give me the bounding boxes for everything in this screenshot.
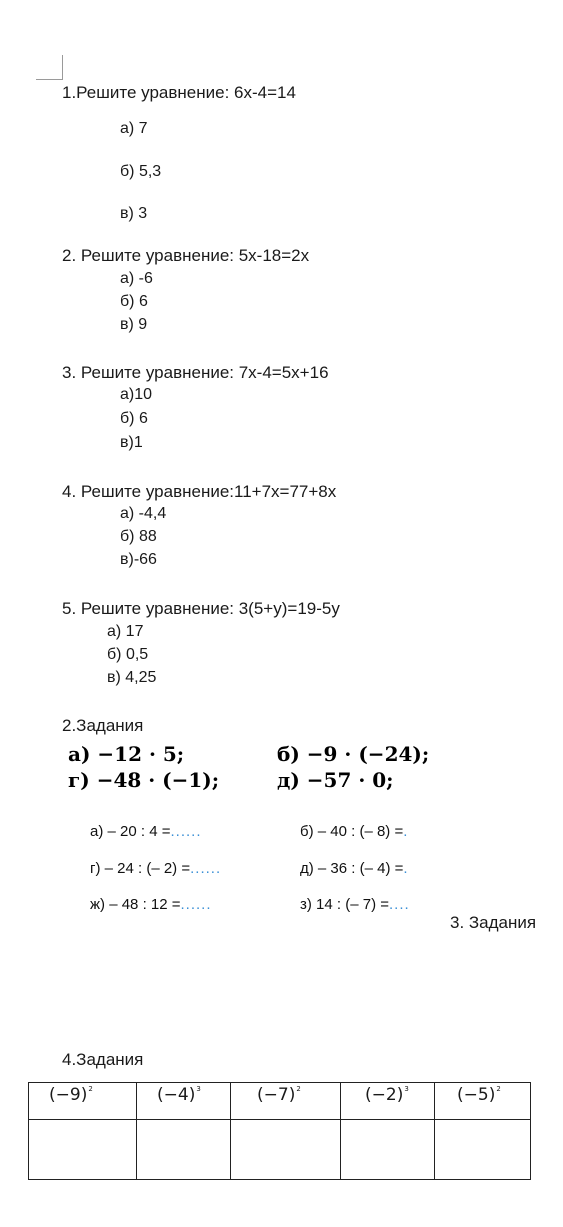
product-g [68,768,219,792]
product-d-expr: −57 · 0; [306,768,394,792]
division-zh [90,896,212,913]
division-g-answer-blank: ...... [190,860,222,877]
product-g-expr: −48 · (−1); [96,768,220,792]
power-cell-4 [341,1083,435,1120]
question-1-option-a: а) 7 [120,120,148,137]
question-3-option-b: б) 6 [120,410,148,427]
power-4-base: (−2) [365,1085,404,1105]
section-3-heading: 3. Задания [450,913,537,932]
question-1-text: 1.Решите уравнение: 6х-4=14 [62,83,296,102]
question-2-option-c: в) 9 [120,316,148,333]
product-b-expr: −9 · (−24); [306,742,430,766]
answer-cell-1[interactable] [29,1120,137,1180]
division-b [300,823,408,840]
answer-cell-2[interactable] [137,1120,231,1180]
power-cell-1 [29,1083,137,1120]
product-d-label: д) [277,768,300,792]
power-4-exponent: 3 [404,1085,409,1093]
question-4-text: 4. Решите уравнение:11+7х=77+8х [62,482,337,501]
division-z-expr: 14 : (– 7) = [316,896,390,913]
division-zh-answer-blank: ...... [180,896,212,913]
division-d-answer-blank: . [403,860,409,877]
question-1-option-c: в) 3 [120,205,148,222]
division-a [90,823,202,840]
product-a-label: а) [68,742,91,766]
page-corner-mark [36,55,63,80]
power-5-base: (−5) [457,1085,496,1105]
question-3-text: 3. Решите уравнение: 7х-4=5х+16 [62,363,329,382]
question-2-option-b: б) 6 [120,293,148,310]
question-5-option-b: б) 0,5 [107,646,149,663]
powers-table-answer-row [29,1120,531,1180]
powers-table [28,1082,531,1180]
product-a-expr: −12 · 5; [97,742,185,766]
question-3-option-a: а)10 [120,386,153,403]
section-2-heading: 2.Задания [62,716,144,735]
division-g-label: г) [90,860,101,877]
section-4-heading: 4.Задания [62,1050,144,1069]
question-5-option-c: в) 4,25 [107,669,157,686]
division-a-answer-blank: ...... [170,823,202,840]
question-4-option-a: а) -4,4 [120,505,167,522]
answer-cell-3[interactable] [231,1120,341,1180]
division-b-expr: – 40 : (– 8) = [317,823,404,840]
question-4-option-c: в)-66 [120,551,157,568]
division-zh-label: ж) [90,896,106,913]
power-2-base: (−4) [157,1085,196,1105]
power-3-base: (−7) [257,1085,296,1105]
division-z [300,896,410,913]
question-5-text: 5. Решите уравнение: 3(5+у)=19-5у [62,599,340,618]
product-b-label: б) [277,742,300,766]
answer-cell-4[interactable] [341,1120,435,1180]
division-b-label: б) [300,823,314,840]
power-2-exponent: 3 [196,1085,201,1093]
power-cell-3 [231,1083,341,1120]
powers-table-header-row [29,1083,531,1120]
division-g [90,860,221,877]
division-a-label: а) [90,823,104,840]
power-cell-5 [435,1083,531,1120]
question-2-text: 2. Решите уравнение: 5х-18=2х [62,246,310,265]
division-a-expr: – 20 : 4 = [107,823,171,840]
power-cell-2 [137,1083,231,1120]
power-5-exponent: 2 [496,1085,501,1093]
power-3-exponent: 2 [296,1085,301,1093]
division-zh-expr: – 48 : 12 = [109,896,181,913]
division-d-expr: – 36 : (– 4) = [317,860,404,877]
division-d [300,860,409,877]
division-g-expr: – 24 : (– 2) = [104,860,191,877]
question-1-option-b: б) 5,3 [120,163,162,180]
product-d [277,768,394,792]
division-b-answer-blank: . [403,823,409,840]
product-b [277,742,429,766]
question-4-option-b: б) 88 [120,528,157,545]
division-z-label: з) [300,896,312,913]
division-z-answer-blank: .... [389,896,410,913]
division-d-label: д) [300,860,314,877]
product-g-label: г) [68,768,90,792]
question-2-option-a: а) -6 [120,270,153,287]
product-a [68,742,184,766]
answer-cell-5[interactable] [435,1120,531,1180]
power-1-exponent: 2 [88,1085,93,1093]
power-1-base: (−9) [49,1085,88,1105]
question-3-option-c: в)1 [120,434,143,451]
question-5-option-a: а) 17 [107,623,144,640]
